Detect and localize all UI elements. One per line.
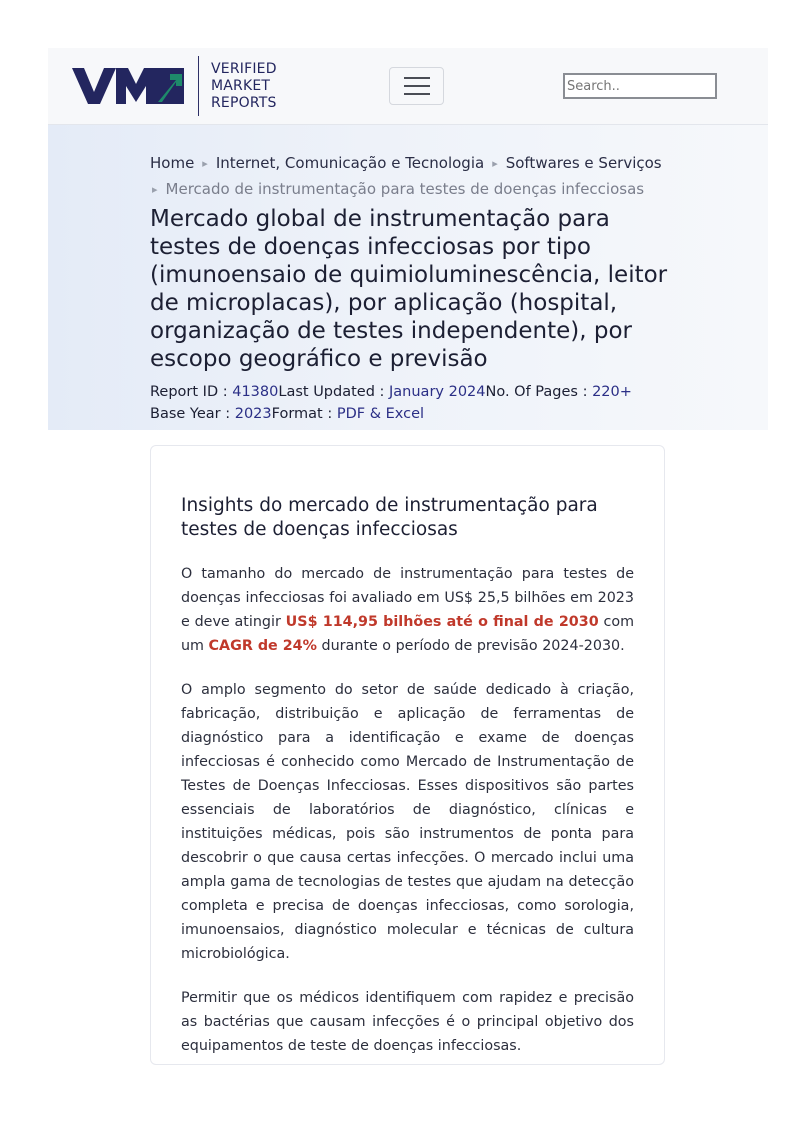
page-title: Mercado global de instrumentação para testes de doenças infecciosas por tipo (imunoensaio de quimioluminescência, leitor de microplacas), por aplicação (hospital, organização de testes independente), por escopo geográfico e previsão: [150, 206, 668, 372]
page-count-label: No. Of Pages :: [485, 384, 593, 400]
breadcrumb-category[interactable]: Internet, Comunicação e Tecnologia: [215, 154, 485, 172]
insights-card: [150, 445, 665, 1065]
hamburger-icon-bar: [404, 93, 430, 95]
chevron-right-icon: ▸: [492, 157, 498, 170]
menu-toggle-button[interactable]: [389, 67, 444, 105]
breadcrumb-home[interactable]: Home: [150, 154, 195, 172]
logo-line-1: VERIFIED: [211, 60, 277, 77]
logo-line-2: MARKET: [211, 77, 271, 94]
p1-text-b: com um: [181, 614, 634, 654]
market-size-highlight: US$ 114,95 bilhões até o final de 2030: [285, 614, 599, 630]
insights-paragraph-2: O amplo segmento do setor de saúde dedicado à criação, fabricação, distribuição e aplicação de ferramentas de diagnóstico para a identificação e exame de doenças infecciosas é conhecido como Mercado de Instrumentação de Testes de Doenças Infecciosas. Esses dispositivos são partes essenciais de laboratórios de diagnóstico, clínicas e instituições médicas, pois são instrumentos de ponta para descobrir o que causa certas infecções. O mercado inclui uma ampla gama de tecnologias de testes que ajudam na detecção completa e precisa de doenças infecciosas, como sorologia, imunoensaios, diagnóstico molecular e técnicas de cultura microbiológica.: [181, 682, 634, 962]
site-logo[interactable]: [72, 56, 277, 116]
chevron-right-icon: ▸: [152, 183, 158, 196]
chevron-right-icon: ▸: [202, 157, 208, 170]
breadcrumb-subcategory[interactable]: Softwares e Serviços: [505, 154, 662, 172]
breadcrumb: [150, 151, 670, 203]
cagr-highlight: CAGR de 24%: [208, 638, 317, 654]
site-header: [48, 48, 768, 125]
report-meta: [150, 381, 680, 425]
page-count-value: 220+: [592, 384, 632, 400]
format-value: PDF & Excel: [336, 406, 425, 422]
insights-heading: Insights do mercado de instrumentação para testes de doenças infecciosas: [181, 495, 598, 540]
last-updated-value: January 2024: [389, 384, 486, 400]
insights-paragraph-3: Permitir que os médicos identifiquem com rapidez e precisão as bactérias que causam infecções é o principal objetivo dos equipamentos de teste de doenças infecciosas.: [181, 990, 634, 1054]
logo-line-3: REPORTS: [211, 94, 277, 111]
last-updated-label: Last Updated :: [278, 384, 390, 400]
logo-divider: [198, 56, 199, 116]
logo-wordmark: [211, 61, 277, 112]
report-hero: [48, 125, 768, 430]
report-id-label: Report ID :: [150, 384, 233, 400]
base-year-value: 2023: [234, 406, 272, 422]
breadcrumb-current: Mercado de instrumentação para testes de doenças infecciosas: [165, 180, 645, 198]
p1-text-c: durante o período de previsão 2024-2030.: [316, 638, 625, 654]
hamburger-icon-bar: [404, 77, 430, 79]
report-id-value: 41380: [232, 384, 279, 400]
page-root: [48, 48, 768, 1054]
search-input[interactable]: [563, 73, 717, 99]
format-label: Format :: [271, 406, 337, 422]
vmr-logo-icon: [72, 66, 184, 106]
p1-text-a: O tamanho do mercado de instrumentação para testes de doenças infecciosas foi avaliado em US$ 25,5 bilhões em 2023 e deve atingir: [181, 566, 634, 630]
base-year-label: Base Year :: [150, 406, 235, 422]
hamburger-icon-bar: [404, 85, 430, 87]
insights-paragraph-1: [181, 562, 634, 658]
